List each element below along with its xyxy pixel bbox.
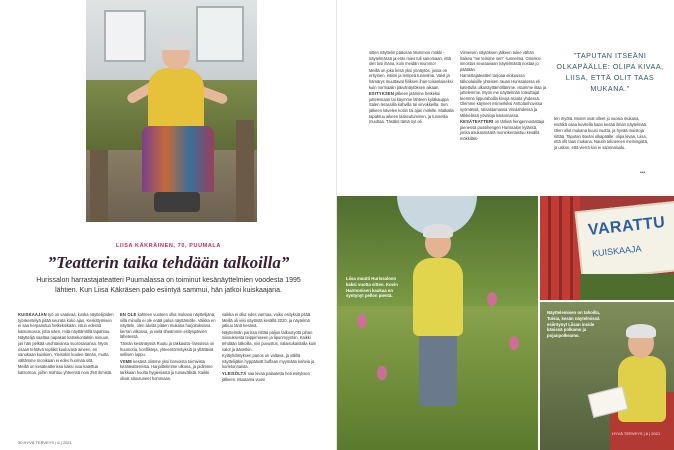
page-folio-left: 30 HYVÄ TERVEYS | 6 | 2021 [18, 440, 72, 445]
photo-caption-reading: Näyttelemisen on tahoilla, Tuisia, kesän näytelmissä esiintynyt Liisan inside käsissä polkamo ja pojanpolkeamo. [547, 310, 601, 339]
article-deck: Hurissalon harrastajateatteri Puumalassa on toiminut kesänäyttelmien voodesta 1995 lähtien. Kun Liisa Käkräsen palo esiintyä sammui, hän jatkoi kuiskaajana. [36, 277, 301, 294]
paragraph: ten myötä. Monet ovat olleet jo vuosia mukana, eivätkä osaa kuvitella kaan kesää ilman näytelmää. [554, 116, 648, 127]
paragraph: YLEISÖLTÄ saa kivaa palautetta heti esityksen jälkeen. Muutama vuosi [222, 370, 310, 382]
paragraph: Viimeisen näytöksen jälkeen tulee vähän haikea ”me teimme sen” -tunnelma. Onneksi innostus seuraavaan näytelmästä nostaa jo päätään. [460, 50, 541, 72]
paragraph: Näyttelijä saattaa napakan katsekontaktin minuun, jos hän pelkää unohtavansa vuorosanansa. Myös osaan tehtävä repliikit kuuluvasti aineen, en sanokaan kuiskien. Yleisökin kuulee tämän, mutta vältämme monikaan ei edes huomaa sitä. [18, 335, 110, 363]
photo-woman-reading [540, 302, 674, 450]
page-folio-right: HYVÄ TERVEYS | 6 | 2021 [612, 431, 661, 436]
left-column-3 [222, 312, 318, 383]
left-column-2 [120, 312, 216, 382]
paragraph: Kyläyhdistyksen panos on valtava, ja välillä näyttelijäkin hyppäävät buffaan myymään kahvia ja korletonnaista. [222, 353, 315, 370]
paragraph: vaikka ei ollut edes varmaa, voiko esityksiä pitää. Meillä oli viisi näytöstä kesällä 2020, ja näytelmä jatkuu tänä kesänä. [222, 312, 312, 329]
article-headline: ”Teatterin taika tehdään talkoilla” [47, 253, 290, 272]
left-column-1 [18, 312, 114, 377]
paragraph: Harrastajateatteri tarjoaa elokuussa talkoolaisille yhteisen rauan Hurissalossa eli katettulla ulkonäyttämöllämme. Istumme iltaa ja juttelemme. Myös me näyttelmän toteuttajat teemme lippurahoilla kivoja asioita yhdessä. Olemme käyneet esimerkiksi Anttolanhovissa syömässä, ratsastamassa Visulahdessa ja Mikkelissä yövaloja katsomassa. [460, 73, 547, 118]
right-column-1 [369, 50, 455, 126]
paragraph: KUISKAAJAN työ on vaativaa, koska näyttelijöiden työskentelyä pitää seurata koko ajan. Keskittymisen ei saa herpaantua hetkeksikään. Istun edessä katsomossa, jotta näen, mitä näyttämöllä tapahtuu. [18, 312, 114, 334]
continue-mark: ••• [640, 170, 646, 176]
photo-reserved-sign [540, 196, 674, 300]
paragraph: ESITYKSEN jälkeen jäämme hetkeksi juttelemaan tai käymme lähteen kyläkauppa Salen terassilla kahvilla tai virvokkeilla. Sen jälkeen kävelen kotiin tai ajan mökille. Matkalla tapahtuu aikeen laskeutuminen, ja tunnetila muuttaa. Täsäkö tämä nyt oli. [369, 91, 454, 125]
paragraph: Olen ollut mukana kuusi vuotta, ja hyvää muistoja riittää. Taputan itseäni olkapäälle: olipa kivaa, Liisa, että olit taas mukana. Nautin teknemen meiningistä, ja uskon, että vierrä kivi ei sammaloidu. [554, 128, 648, 150]
photo-woman-meadow [337, 196, 538, 450]
photo-woman-seated [86, 0, 257, 222]
paragraph: Tämän kesänäyssä Ruutu ja rakkautta -farssissa on huumoria, konfliktejа, yhteentörmäyksiä ja yllättäviä sellisen loppu. [120, 340, 215, 358]
pull-quote: ”TAPUTAN ITSEÄNI OLKAPÄÄLLE: OLIPA KIVAA, LIISA, ETTÄ OLIT TAAS MUKANA.” [556, 51, 664, 93]
paragraph: VIIME kesänä olimme yksi harvoista toimivista kesäteattereista. Harjoittelimme ulkona, ja pidimme tarkkaan huolta hygieniasta ja turvavälistä. Kaikki olivat sitoutuneet hommaan, [120, 358, 213, 381]
paragraph: KESÄTEATTERI on tärkeä hengennostattaja pienessä pussihengen Hurissalon kylässä, jonka asukasmäärä moninkertaistuu kesällä mökkiläis- [460, 119, 545, 141]
paragraph: Meillä on kesäteatterissa kaksi isoa katettua katsomoa, joihin mahtuu yhteensä noin 250 ihmistä. [18, 364, 113, 375]
article-kicker: LIISA KÄKRÄINEN, 70, PUUMALA [116, 243, 221, 249]
paragraph: EN OLE kahteen vuoteen ollut mukana näyttelijänä, sillä minulla ei ole enää paloa näyttämölle. Vaikka en näyttele, olen alusta pitäen mukana harjoituksissa kerran viikossa, ja vielä tiheämmin esityspäivien lähetessä. [120, 312, 216, 340]
sign-text-prompter: KUISKAAJA [591, 243, 642, 259]
paragraph: sitten näyttelin pääosan Mummon mökki -näytelmässä ja eräs mies tuli sanomaan, että olet tosi ihana, kuin meidän mummo! [369, 50, 451, 67]
sign-text-reserved: VARATTU [587, 213, 667, 240]
paragraph: Näyttelmän parissa riittää paljon talkootyötä pihan siivouksesta teippimiseen ja lipunmyyntiin. Kaikki tehdään talkoilla, niin puvustus, valaisukaistalla kuin valot ja äänetkin. [222, 329, 317, 352]
photo-caption-meadow: Liisa muutti Hurissaloon kaksi vuotta sitten. Kovin Harmonisen kaukaa on syntynyt pellon pientä. [346, 276, 398, 299]
paragraph: Meillä on joka kesä yksi yönäytös, jossa on erityinen, intiimi ja lempeä tunnelma. Valot ja hämärys muuttavat fiiliksen ihan toisenlaiseksi kuin normaalin päivänäytöksen aikaan. [369, 67, 453, 90]
right-column-3 [554, 116, 650, 152]
right-column-2 [460, 50, 546, 143]
